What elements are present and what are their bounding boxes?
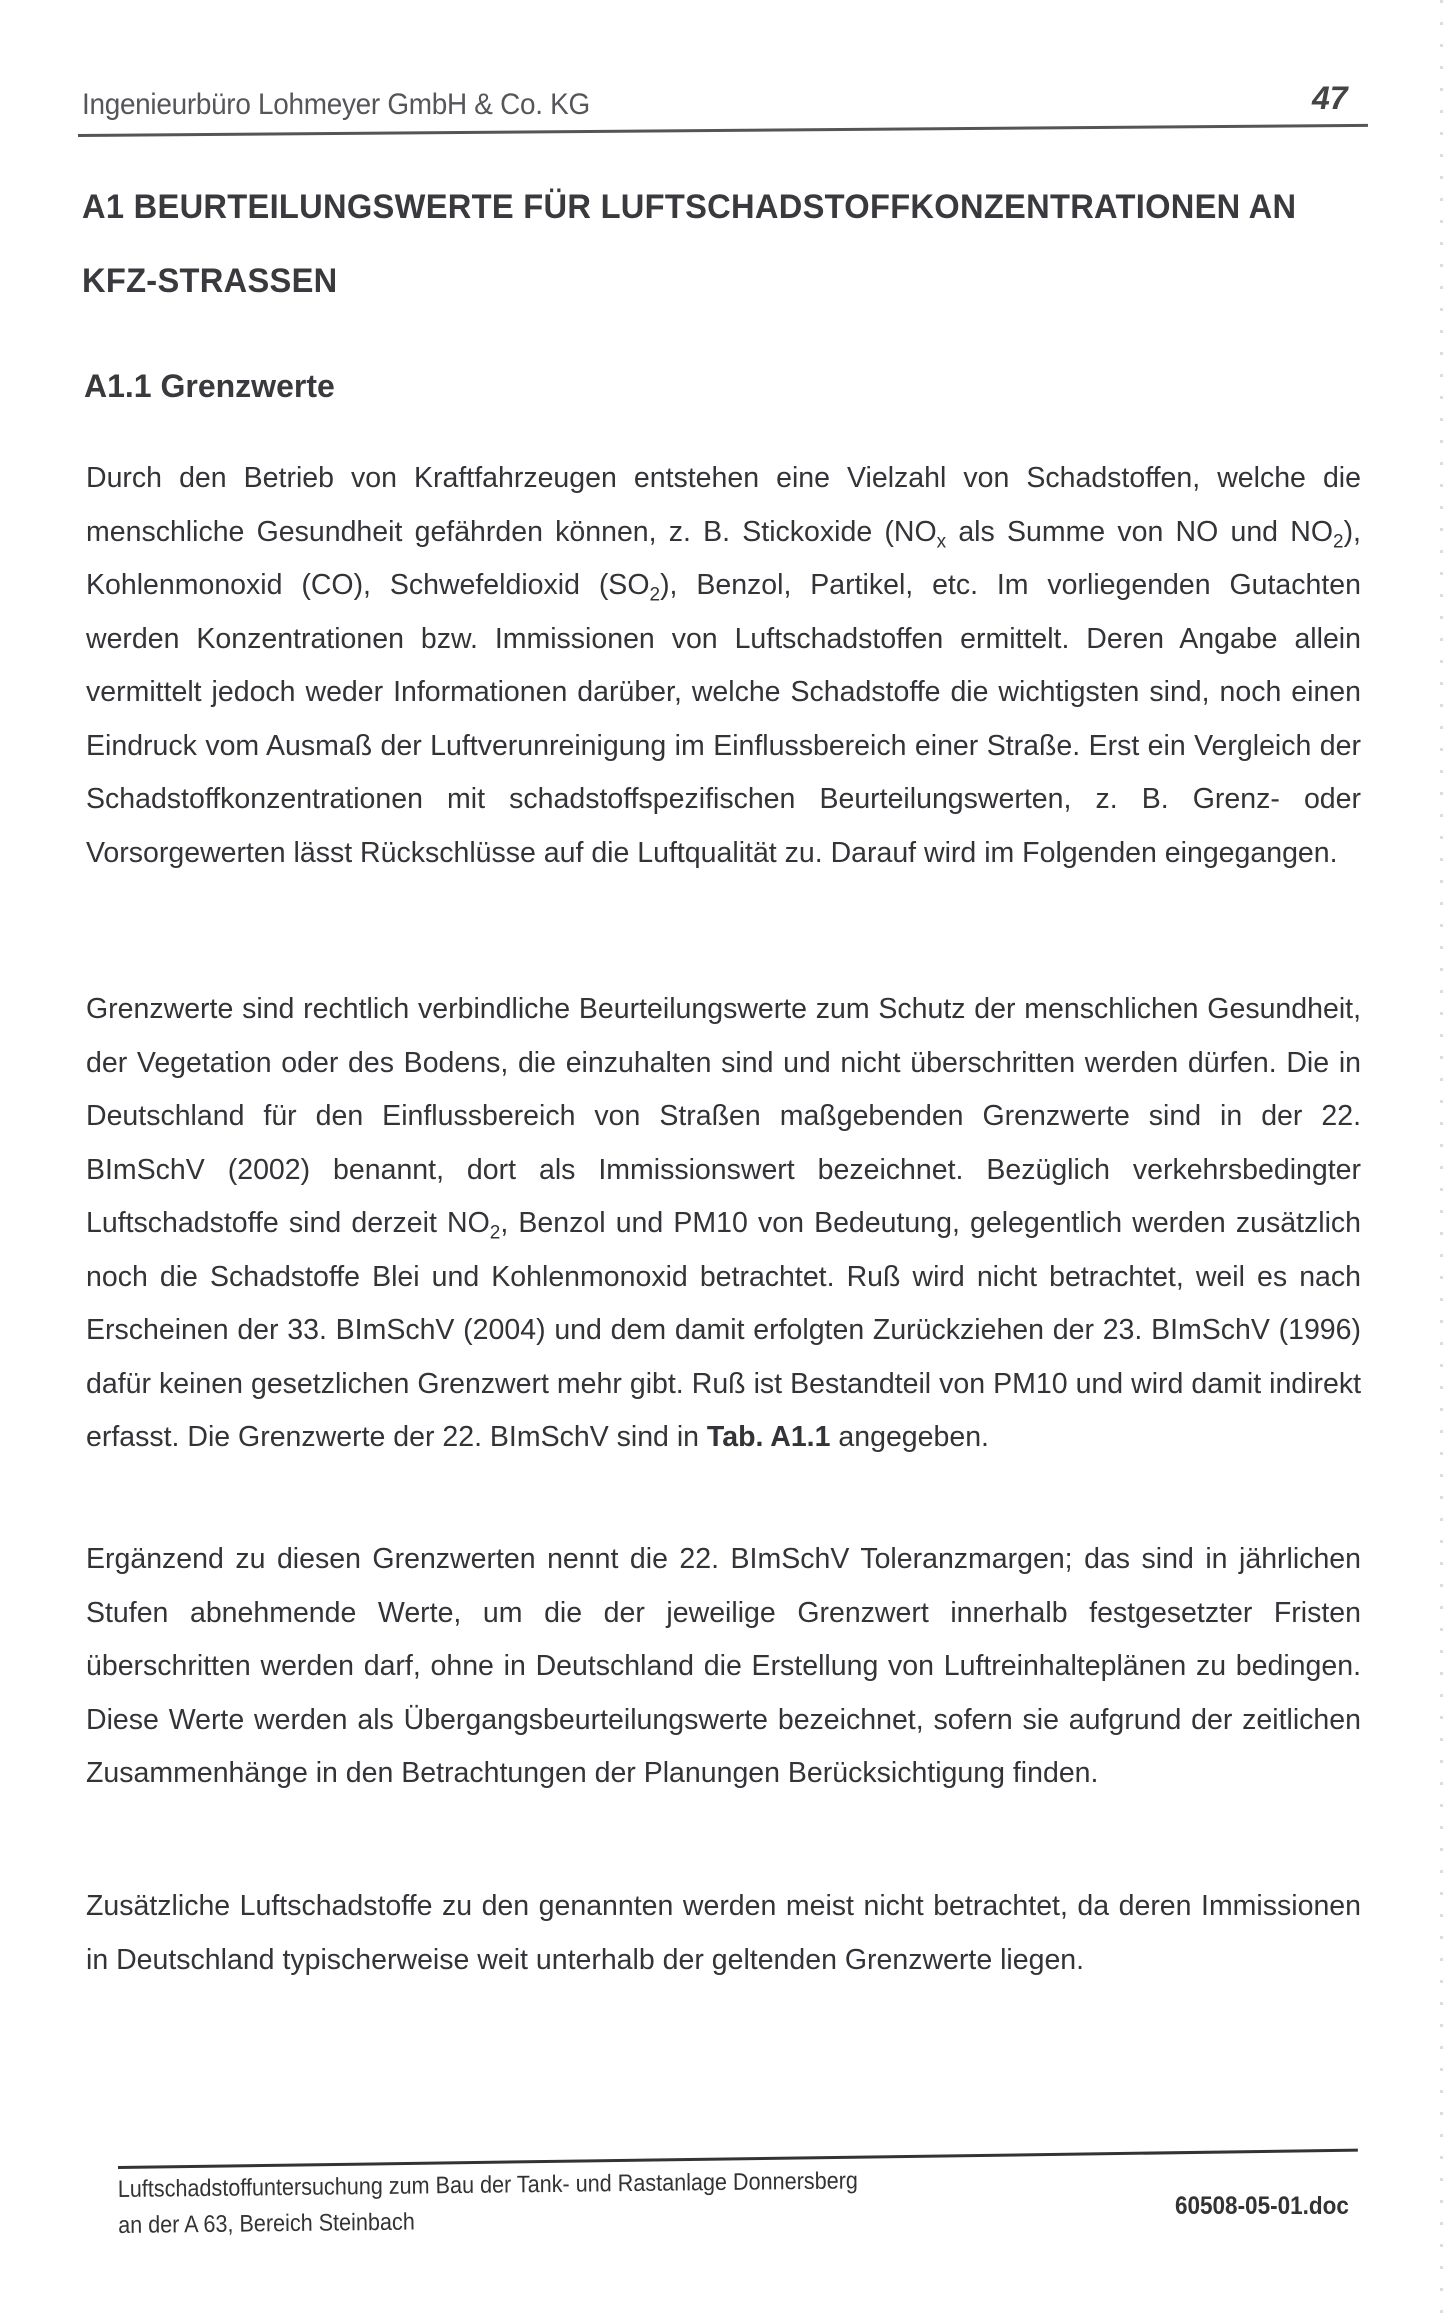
section-title: A1.1 Grenzwerte (84, 368, 335, 404)
scan-edge-artifact (1440, 0, 1443, 2323)
header-divider (78, 124, 1368, 137)
text-run: Durch den Betrieb von Kraftfahrzeugen entstehen eine Vielzahl von Schadstoffen, welche die menschliche Gesundheit gefährden können, z. B. Stickoxide (NO (86, 462, 1361, 548)
subscript: x (936, 531, 947, 553)
chapter-title-line1: A1 BEURTEILUNGSWERTE FÜR LUFTSCHADSTOFFKONZENTRATIONEN AN (82, 188, 1297, 226)
subscript: 2 (489, 1222, 501, 1244)
chapter-title (82, 170, 1330, 318)
header-company-name: Ingenieurbüro Lohmeyer GmbH & Co. KG (82, 88, 590, 121)
paragraph-2 (86, 983, 1361, 1465)
paragraph-3: Ergänzend zu diesen Grenzwerten nennt die 22. BImSchV Toleranzmargen; das sind in jährlichen Stufen abnehmende Werte, um die der jeweilige Grenzwert innerhalb festgesetzter Fristen überschritten werden darf, ohne in Deutschland die Erstellung von Luftreinhalteplänen zu bedingen. Diese Werte werden als Übergangsbeurteilungswerte bezeichnet, sofern sie aufgrund der zeitlichen Zusammenhänge in den Betrachtungen der Planungen Berücksichtigung finden. (86, 1543, 1361, 1789)
text-run: ), Kohlenmonoxid (CO), Schwefeldioxid (SO (86, 515, 1361, 601)
text-run: , Benzol und PM10 von Bedeutung, gelegentlich werden zusätzlich noch die Schadstoffe Blei und Kohlenmonoxid betrachtet. Ruß wird nicht betrachtet, weil es nach Erscheinen der 33. BImSchV (2004) und dem damit erfolgten Zurückziehen der 23. BImSchV (1996) dafür keinen gesetzlichen Grenzwert mehr gibt. Ruß ist Bestandteil von PM10 und wird damit indirekt erfasst. Die Grenzwerte der 22. BImSchV sind in (86, 1207, 1361, 1453)
subscript: 2 (1332, 531, 1344, 553)
chapter-title-line2: KFZ-STRASSEN (82, 262, 338, 300)
paragraph-4: Zusätzliche Luftschadstoffe zu den genannten werden meist nicht betrachtet, da deren Immissionen in Deutschland typischerweise weit unterhalb der geltenden Grenzwerte liegen. (86, 1890, 1361, 1976)
footer-document-id: 60508-05-01.doc (1175, 2192, 1349, 2220)
footer-line2: an der A 63, Bereich Steinbach (118, 2208, 415, 2239)
paragraph-1 (86, 452, 1361, 880)
subscript: 2 (649, 584, 661, 606)
table-reference: Tab. A1.1 (706, 1421, 831, 1453)
text-run: als Summe von NO und NO (946, 515, 1333, 548)
footer-project-title (118, 2163, 859, 2244)
page-number: 47 (1312, 80, 1348, 116)
text-run: angegeben. (830, 1421, 989, 1453)
text-run: Grenzwerte sind rechtlich verbindliche Beurteilungswerte zum Schutz der menschlichen Gesundheit, der Vegetation oder des Bodens, die einzuhalten sind und nicht überschritten werden dürfen. Die in Deutschland für den Einflussbereich von Straßen maßgebenden Grenzwerte sind in der 22. BImSchV (2002) benannt, dort als Immissionswert bezeichnet. Bezüglich verkehrsbedingter Luftschadstoffe sind derzeit NO (86, 993, 1361, 1239)
footer-line1: Luftschadstoffuntersuchung zum Bau der Tank- und Rastanlage Donnersberg (117, 2167, 858, 2204)
text-run: ), Benzol, Partikel, etc. Im vorliegenden Gutachten werden Konzentrationen bzw. Immissionen von Luftschadstoffen ermittelt. Deren Angabe allein vermittelt jedoch weder Informationen darüber, welche Schadstoffe die wichtigsten sind, noch einen Eindruck vom Ausmaß der Luftverunreinigung im Einflussbereich einer Straße. Erst ein Vergleich der Schadstoffkonzentrationen mit schadstoffspezifischen Beurteilungswerten, z. B. Grenz- oder Vorsorgewerten lässt Rückschlüsse auf die Luftqualität zu. Darauf wird im Folgenden eingegangen. (86, 569, 1361, 869)
